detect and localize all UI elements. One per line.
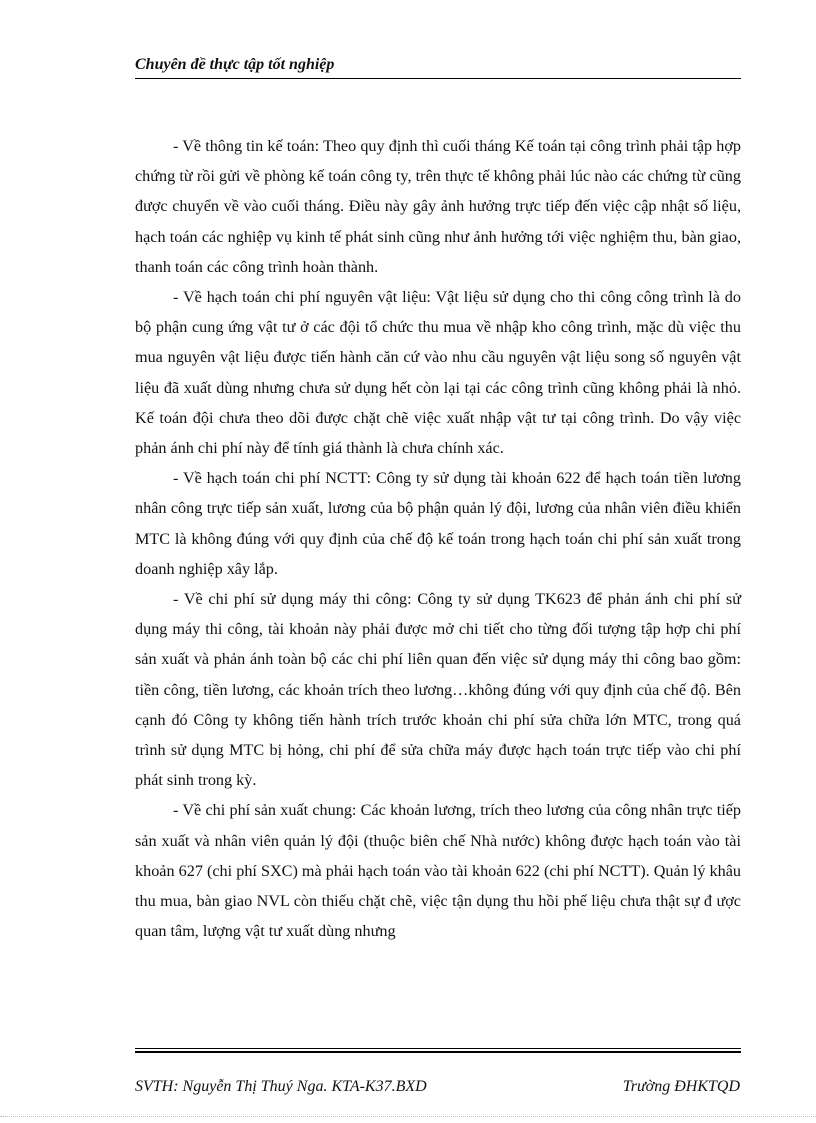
footer-university: Trường ĐHKTQD bbox=[622, 1078, 740, 1095]
header-divider bbox=[135, 78, 741, 79]
paragraph-accounting-information: - Về thông tin kế toán: Theo quy định thì cuối tháng Kế toán tại công trình phải tập hợp chứng từ rồi gửi về phòng kế toán công ty, trên thực tế không phải lúc nào các chứng từ cũng được chuyển về vào cuối tháng. Điều này gây ảnh hưởng trực tiếp đến việc cập nhật số liệu, hạch toán các nghiệp vụ kinh tế phát sinh cũng như ảnh hưởng tới việc nghiệm thu, bàn giao, thanh toán các công trình hoàn thành. bbox=[135, 137, 741, 276]
paragraph-material-costs: - Về hạch toán chi phí nguyên vật liệu: Vật liệu sử dụng cho thi công công trình là do bộ phận cung ứng vật tư ở các đội tổ chức thu mua về nhập kho công trình, mặc dù việc thu mua nguyên vật liệu được tiến hành căn cứ vào nhu cầu nguyên vật liệu song số nguyên vật liệu đã xuất dùng nhưng chưa sử dụng hết còn lại tại các công trình cũng không phải là nhỏ. Kế toán đội chưa theo dõi được chặt chẽ việc xuất nhập vật tư tại công trình. Do vậy việc phản ánh chi phí này để tính giá thành là chưa chính xác. bbox=[135, 288, 741, 458]
paragraph-labor-costs: - Về hạch toán chi phí NCTT: Công ty sử dụng tài khoản 622 để hạch toán tiền lương nhân công trực tiếp sản xuất, lương của bộ phận quản lý đội, lương của nhân viên điều khiển MTC là không đúng với quy định của chế độ kế toán trong hạch toán chi phí sản xuất trong doanh nghiệp xây lắp. bbox=[135, 469, 741, 578]
paragraph-overhead-costs: - Về chi phí sản xuất chung: Các khoản lương, trích theo lương của công nhân trực tiếp sản xuất và nhân viên quản lý đội (thuộc biên chế Nhà nước) không được hạch toán vào tài khoản 627 (chi phí SXC) mà phải hạch toán vào tài khoản 622 (chi phí NCTT). Quản lý khâu thu mua, bàn giao NVL còn thiếu chặt chẽ, việc tận dụng thu hồi phế liệu chưa thật sự đ ược quan tâm, lượng vật tư xuất dùng nhưng bbox=[135, 801, 741, 941]
footer-divider-thin bbox=[135, 1048, 741, 1049]
page-bottom-edge bbox=[0, 1116, 816, 1117]
footer-divider-thick bbox=[135, 1051, 741, 1053]
paragraph-machine-costs: - Về chi phí sử dụng máy thi công: Công ty sử dụng TK623 để phản ánh chi phí sử dụng máy thi công, tài khoản này phải được mở chi tiết cho từng đối tượng tập hợp chi phí sản xuất và phản ánh toàn bộ các chi phí liên quan đến việc sử dụng máy thi công bao gồm: tiền công, tiền lương, các khoản trích theo lương…không đúng với quy định của chế độ. Bên cạnh đó Công ty không tiến hành trích trước khoản chi phí sửa chữa lớn MTC, trong quá trình sử dụng MTC bị hỏng, chi phí để sửa chữa máy được hạch toán trực tiếp vào chi phí phát sinh trong kỳ. bbox=[135, 590, 741, 790]
body-text bbox=[135, 131, 741, 946]
footer-student-info: SVTH: Nguyễn Thị Thuý Nga. KTA-K37.BXD bbox=[135, 1078, 427, 1095]
page-header-title: Chuyên đề thực tập tốt nghiệp bbox=[135, 56, 335, 73]
